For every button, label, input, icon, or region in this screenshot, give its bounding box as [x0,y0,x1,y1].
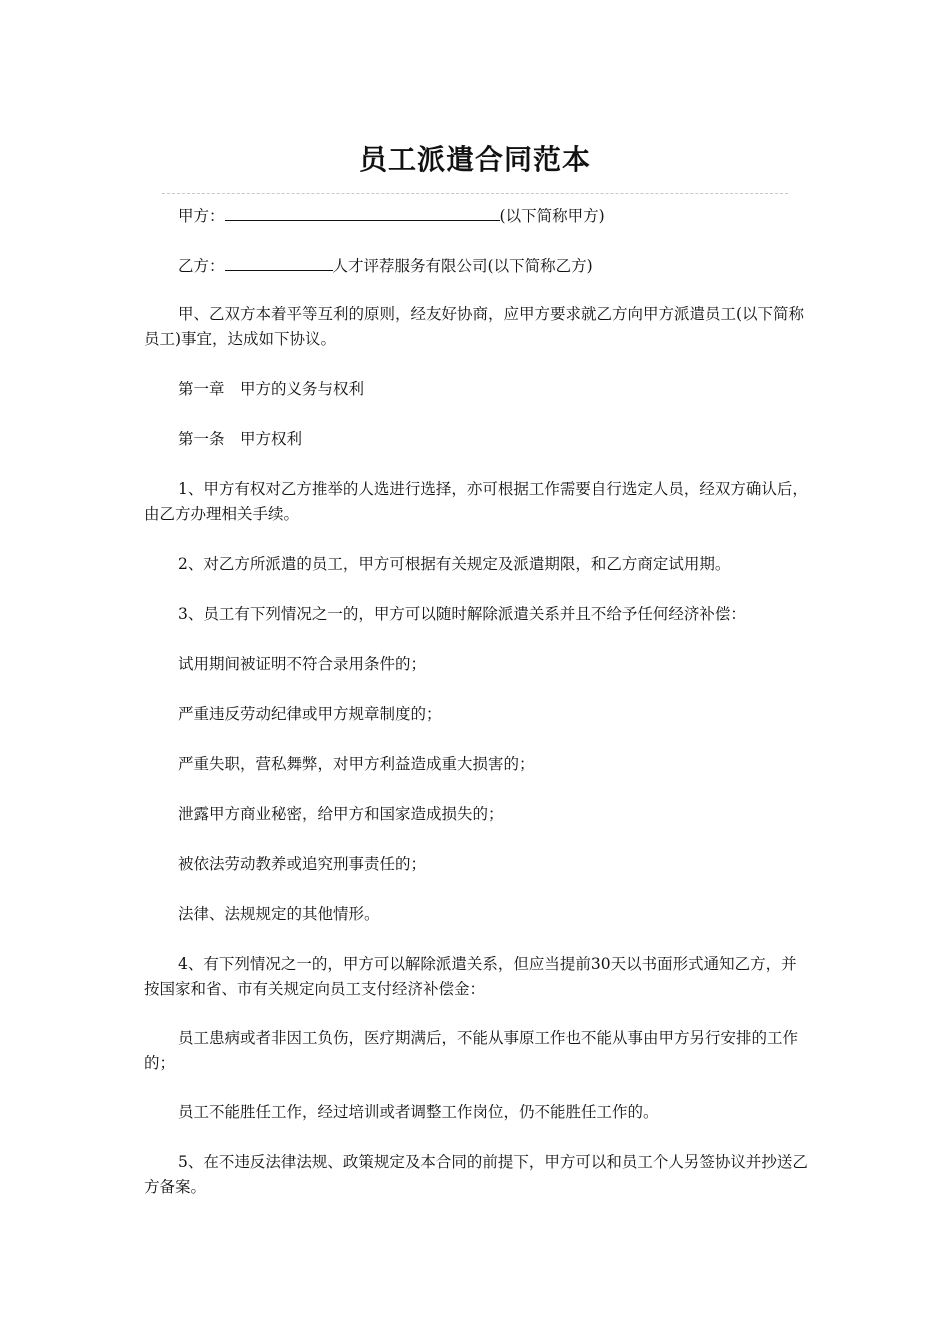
party-b-line [144,252,808,279]
clause-4-item: 员工患病或者非因工负伤，医疗期满后，不能从事原工作也不能从事由甲方另行安排的工作的； [144,1029,799,1072]
document-title: 员工派遣合同范本 [358,143,591,176]
clause-3-item: 被依法劳动教养或追究刑事责任的； [178,855,427,873]
party-b-label: 乙方： [178,257,225,275]
party-a-suffix: (以下简称甲方) [499,207,605,225]
clause-5: 5、在不违反法律法规、政策规定及本合同的前提下，甲方可以和员工个人另签协议并抄送乙方备案。 [144,1153,808,1196]
clause-4-item: 员工不能胜任工作，经过培训或者调整工作岗位，仍不能胜任工作的。 [178,1103,659,1121]
clause-3: 3、员工有下列情况之一的，甲方可以随时解除派遣关系并且不给予任何经济补偿： [178,605,746,623]
clause-3-item: 严重违反劳动纪律或甲方规章制度的； [178,705,442,723]
party-a-line [144,202,808,229]
party-b-suffix: 人才评荐服务有限公司(以下简称乙方) [332,257,593,275]
clause-3-item: 法律、法规规定的其他情形。 [178,905,380,923]
clause-3-item: 泄露甲方商业秘密，给甲方和国家造成损失的； [178,805,504,823]
article-heading: 第一条 甲方权利 [178,430,303,448]
clause-1: 1、甲方有权对乙方推举的人选进行选择，亦可根据工作需要自行选定人员，经双方确认后，由乙方办理相关手续。 [144,480,808,523]
title-divider [162,193,788,194]
clause-4: 4、有下列情况之一的，甲方可以解除派遣关系，但应当提前30天以书面形式通知乙方，并按国家和省、市有关规定向员工支付经济补偿金： [144,955,797,998]
clause-2: 2、对乙方所派遣的员工，甲方可根据有关规定及派遣期限，和乙方商定试用期。 [178,555,731,573]
chapter-heading: 第一章 甲方的义务与权利 [178,380,365,398]
party-b-blank [225,252,333,271]
clause-3-item: 严重失职，营私舞弊，对甲方利益造成重大损害的； [178,755,535,773]
clause-3-item: 试用期间被证明不符合录用条件的； [178,655,427,673]
party-a-label: 甲方： [178,207,225,225]
party-a-blank [225,202,500,221]
intro-paragraph: 甲、乙双方本着平等互利的原则，经友好协商，应甲方要求就乙方向甲方派遣员工(以下简称员工)事宜，达成如下协议。 [144,305,805,348]
